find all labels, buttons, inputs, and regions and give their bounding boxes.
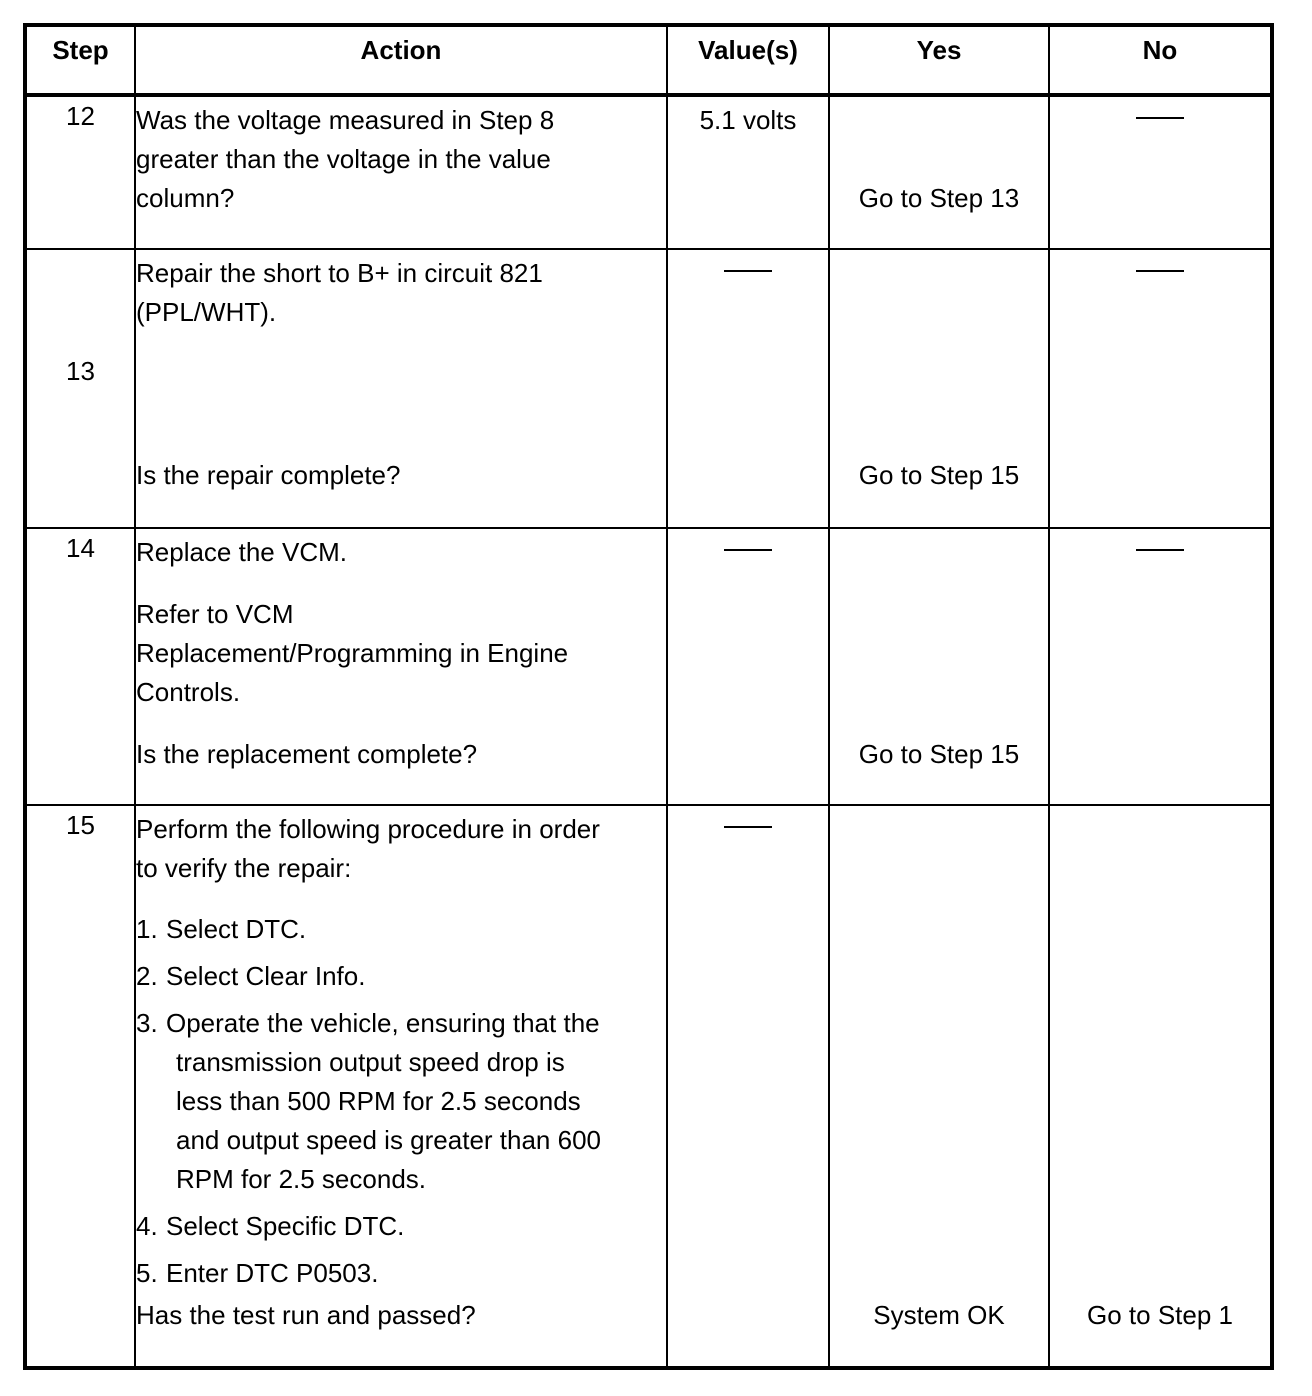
yes-text: Go to Step 15 [858, 460, 1020, 490]
action-line: (PPL/WHT). [136, 297, 277, 327]
action-line: Controls. [136, 677, 241, 707]
action-question: Has the test run and passed? [136, 1300, 476, 1330]
no-cell [1049, 249, 1272, 528]
step-number: 12 [25, 95, 135, 249]
action-cell [135, 95, 667, 249]
value-cell [667, 528, 829, 805]
table-row [25, 95, 1272, 249]
yes-text: Go to Step 13 [858, 183, 1020, 213]
header-yes: Yes [829, 25, 1049, 95]
action-line: Replacement/Programming in Engine [136, 638, 569, 668]
action-question: Is the replacement complete? [136, 739, 478, 769]
step-number-text: 13 [66, 356, 95, 386]
procedure-step: 4. Select Specific DTC. [136, 1211, 405, 1241]
action-line: column? [136, 183, 235, 213]
diagnostic-table [23, 23, 1274, 1370]
value-cell [667, 95, 829, 249]
step-number [25, 249, 135, 528]
table-row [25, 528, 1272, 805]
yes-cell [829, 95, 1049, 249]
procedure-list [136, 910, 666, 1293]
action-cell [135, 249, 667, 528]
empty-dash [724, 270, 772, 272]
step-number: 15 [25, 805, 135, 1368]
empty-dash [1136, 270, 1184, 272]
procedure-step: 1. Select DTC. [136, 914, 307, 944]
header-row [25, 25, 1272, 95]
header-no: No [1049, 25, 1272, 95]
yes-cell [829, 528, 1049, 805]
table-row [25, 249, 1272, 528]
empty-dash [724, 826, 772, 828]
procedure-step: 2. Select Clear Info. [136, 961, 366, 991]
empty-dash [1136, 549, 1184, 551]
action-line: greater than the voltage in the value [136, 144, 551, 174]
yes-cell [829, 249, 1049, 528]
action-line: Repair the short to B+ in circuit 821 [136, 258, 543, 288]
action-line: Was the voltage measured in Step 8 [136, 105, 555, 135]
header-values: Value(s) [667, 25, 829, 95]
header-step: Step [25, 25, 135, 95]
no-cell [1049, 528, 1272, 805]
yes-cell [829, 805, 1049, 1368]
action-line: Replace the VCM. [136, 537, 347, 567]
value-cell [667, 249, 829, 528]
empty-dash [724, 549, 772, 551]
yes-text: Go to Step 15 [858, 739, 1020, 769]
header-action: Action [135, 25, 667, 95]
action-line: Perform the following procedure in order [136, 814, 600, 844]
no-text: Go to Step 1 [1087, 1300, 1233, 1330]
action-cell [135, 528, 667, 805]
action-question: Is the repair complete? [136, 460, 401, 490]
no-cell [1049, 805, 1272, 1368]
yes-text: System OK [873, 1300, 1005, 1330]
procedure-step: 5. Enter DTC P0503. [136, 1258, 379, 1288]
empty-dash [1136, 117, 1184, 119]
value-text: 5.1 volts [699, 105, 797, 135]
table-row [25, 805, 1272, 1368]
action-cell [135, 805, 667, 1368]
step-number: 14 [25, 528, 135, 805]
no-cell [1049, 95, 1272, 249]
procedure-step: 3. Operate the vehicle, ensuring that the transmission output speed drop is less than 500 RPM for 2.5 seconds and output speed is greater than 600 RPM for 2.5 seconds. [136, 1008, 601, 1194]
value-cell [667, 805, 829, 1368]
action-line: Refer to VCM [136, 599, 294, 629]
action-line: to verify the repair: [136, 853, 352, 883]
